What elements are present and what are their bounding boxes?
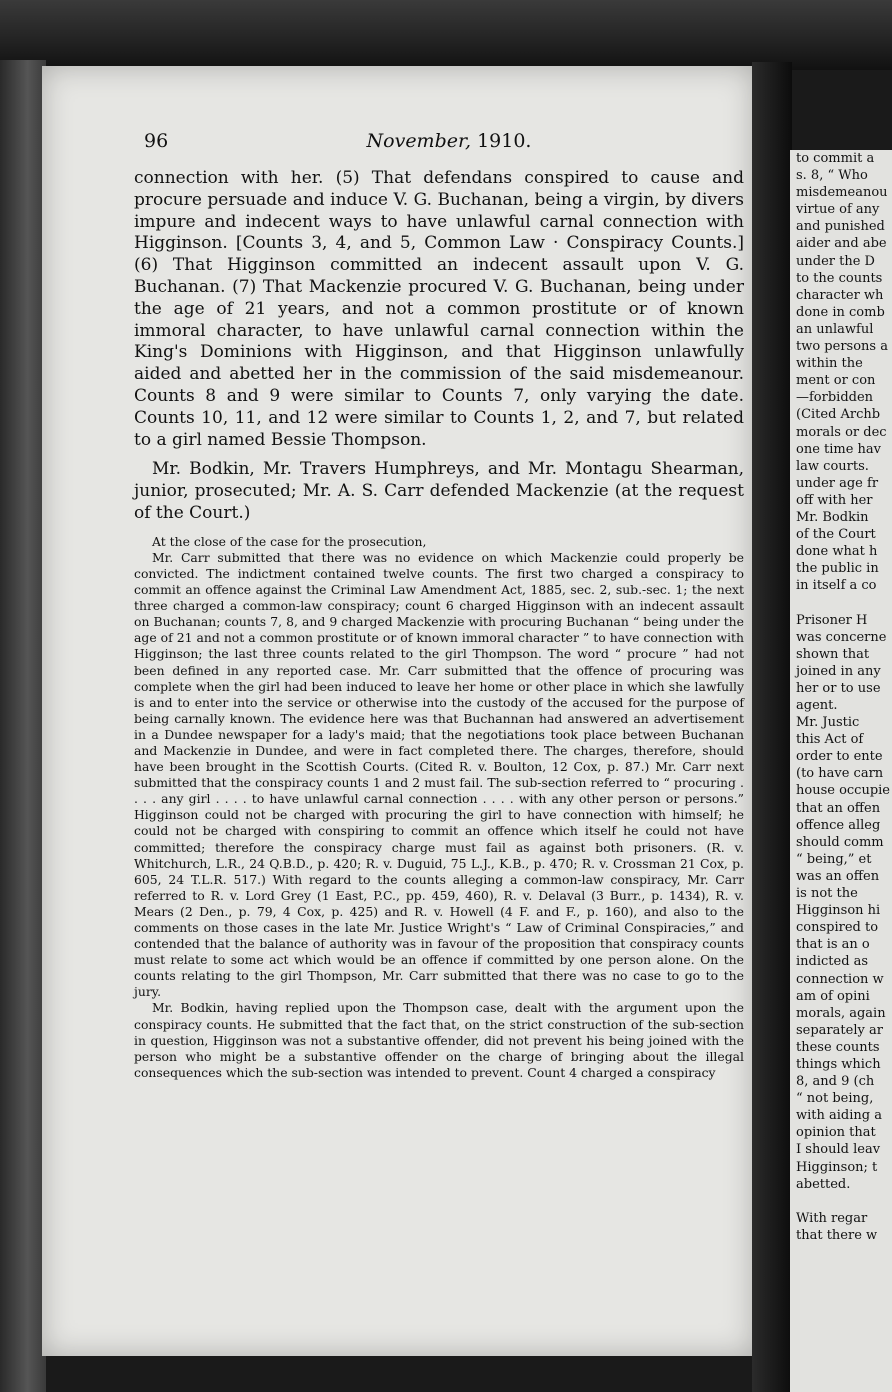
next-page-line: her or to use: [796, 680, 881, 696]
next-page-line: that is an o: [796, 937, 870, 953]
next-page-line: connection w: [796, 971, 884, 987]
next-page-line: Prisoner H: [796, 612, 868, 628]
next-page-fragments: [790, 150, 892, 1244]
next-page-line: these counts: [796, 1039, 880, 1055]
running-title-year: 1910.: [477, 130, 532, 152]
next-page-line: abetted.: [796, 1176, 851, 1192]
next-page-line: house occupie: [796, 783, 891, 799]
next-page-line: conspired to: [796, 920, 879, 936]
next-page-line: morals, again: [796, 1005, 886, 1021]
next-page-line: —forbidden: [796, 390, 874, 406]
next-page-line: Higginson; t: [796, 1159, 878, 1175]
next-page-line: Higginson hi: [796, 903, 881, 919]
next-page-line: opinion that: [796, 1125, 876, 1141]
next-page-line: one time hav: [796, 441, 882, 457]
paragraph-bodkin-reply: Mr. Bodkin, having replied upon the Thompson case, dealt with the argument upon the conspiracy counts. He submitted that the fact that, on the strict construction of the sub-section in question, Higginson was not a substantive offender, did not prevent his being joined with the person who might be a substantive offender on the charge of bringing about the illegal consequences which the sub-section was intended to prevent. Count 4 charged a conspiracy: [134, 1000, 744, 1080]
next-page-line: shown that: [796, 646, 870, 662]
next-page-line: two persons a: [796, 339, 888, 355]
next-page-line: misdemeanou: [796, 185, 888, 201]
next-page-line: morals or dec: [796, 424, 887, 440]
page-header: [144, 130, 754, 160]
next-page-line: was an offen: [796, 868, 880, 884]
next-page-line: “ being,” et: [796, 851, 872, 867]
next-page-line: order to ente: [796, 749, 883, 765]
next-page-line: to commit a: [796, 151, 875, 166]
next-page-line: (Cited Archb: [796, 407, 881, 423]
next-page-line: and punished: [796, 219, 885, 235]
next-page-line: to the counts: [796, 270, 883, 286]
next-page-line: separately ar: [796, 1022, 883, 1038]
next-page-line: was concerne: [796, 629, 887, 645]
next-page-line: [790, 1193, 892, 1210]
next-page-line: law courts.: [796, 458, 869, 474]
next-page-line: with aiding a: [796, 1108, 882, 1124]
next-page-line: indicted as: [796, 954, 869, 970]
next-page-line: Mr. Justic: [796, 715, 860, 731]
next-page-line: an unlawful: [796, 321, 874, 337]
next-page-line: s. 8, “ Who: [796, 168, 868, 184]
next-page-line: the public in: [796, 561, 879, 577]
next-page-line: is not the: [796, 886, 858, 902]
next-page-edge: [790, 150, 892, 1392]
next-page-line: things which: [796, 1056, 881, 1072]
next-page-line: [790, 594, 892, 611]
next-page-line: offence alleg: [796, 817, 881, 833]
scan-background: [0, 0, 892, 70]
next-page-line: virtue of any: [796, 202, 880, 218]
next-page-line: that an offen: [796, 800, 881, 816]
paragraph-close-of-case: At the close of the case for the prosecution,: [152, 533, 427, 549]
paragraph-counsel: Mr. Bodkin, Mr. Travers Humphreys, and Mr. Montagu Shearman, junior, prosecuted; Mr. A. S. Carr defended Mackenzie (at the request of the Court.): [134, 459, 744, 523]
next-page-line: character wh: [796, 287, 884, 303]
next-page-line: agent.: [796, 698, 838, 713]
next-page-line: aider and abe: [796, 236, 887, 252]
next-page-line: off with her: [796, 492, 873, 508]
next-page-line: should comm: [796, 834, 884, 850]
next-page-line: ment or con: [796, 373, 876, 389]
next-page-line: under the D: [796, 253, 875, 269]
next-page-line: With regar: [796, 1210, 868, 1226]
left-page: [42, 66, 754, 1356]
running-title-month: November,: [366, 130, 472, 152]
next-page-line: am of opini: [796, 988, 870, 1004]
book-spine: [0, 60, 46, 1392]
next-page-line: this Act of: [796, 732, 864, 748]
next-page-line: within the: [796, 356, 863, 372]
page-gutter: [752, 62, 792, 1392]
next-page-line: in itself a co: [796, 578, 877, 594]
next-page-line: joined in any: [796, 663, 881, 679]
page-number: 96: [144, 130, 169, 152]
next-page-line: that there w: [796, 1227, 878, 1243]
next-page-line: “ not being,: [796, 1091, 874, 1107]
next-page-line: done what h: [796, 544, 878, 560]
running-title: [144, 130, 754, 152]
paragraph-counts: connection with her. (5) That defendans conspired to cause and procure persuade and induce V. G. Buchanan, being a virgin, by divers impure and indecent ways to have unlawful carnal connection with Higginson. [Counts 3, 4, and 5, Common Law · Conspiracy Counts.] (6) That Higginson committed an indecent assault upon V. G. Buchanan. (7) That Mackenzie procured V. G. Buchanan, being under the age of 21 years, and not a common prostitute or of known immoral character, to have unlawful carnal connection within the King's Dominions with Higginson, and that Higginson unlawfully aided and abetted her in the commission of the said misdemeanour. Counts 8 and 9 were similar to Counts 7, only varying the date. Counts 10, 11, and 12 were similar to Counts 1, 2, and 7, but related to a girl named Bessie Thompson.: [134, 168, 744, 450]
page-body: [134, 168, 744, 1081]
paragraph-carr-submission: Mr. Carr submitted that there was no evidence on which Mackenzie could properly be convicted. The indictment contained twelve counts. The first two charged a conspiracy to commit an offence against the Criminal Law Amendment Act, 1885, sec. 2, sub.-sec. 1; the next three charged a common-law conspiracy; count 6 charged Higginson with an indecent assault on Buchanan; counts 7, 8, and 9 charged Mackenzie with procuring Buchanan “ being under the age of 21 and not a common prostitute or of known immoral character ” to have connection with Higginson; the last three counts related to the girl Thompson. The word “ procure ” had not been defined in any reported case. Mr. Carr submitted that the offence of procuring was complete when the girl had been induced to leave her home or other place in which she lawfully is and to enter into the service or otherwise into the custody of the accused for the purpose of being carnally known. The evidence here was that Buchannan had answered an advertisement in a Dundee newspaper for a lady's maid; that the negotiations took place between Buchanan and Mackenzie in Dundee, and were in fact completed there. The charges, therefore, should have been brought in the Scottish Courts. (Cited R. v. Boulton, 12 Cox, p. 87.) Mr. Carr next submitted that the conspiracy counts 1 and 2 must fail. The sub-section referred to “ procuring . . . . any girl . . . . to have unlawful carnal connection . . . . with any other person or persons.” Higginson could not be charged with procuring the girl to have connection with himself; he could not be charged with conspiring to commit an offence which itself he could not have committed; therefore the conspiracy charge must fail as against both prisoners. (R. v. Whitchurch, L.R., 24 Q.B.D., p. 420; R. v. Duguid, 75 L.J., K.B., p. 470; R. v. Crossman 21 Cox, p. 605, 24 T.L.R. 517.) With regard to the counts alleging a common-law conspiracy, Mr. Carr referred to R. v. Lord Grey (1 East, P.C., pp. 459, 460), R. v. Delaval (3 Burr., p. 1434), R. v. Mears (2 Den., p. 79, 4 Cox, p. 425) and R. v. Howell (4 F. and F., p. 160), and also to the comments on those cases in the late Mr. Justice Wright's “ Law of Criminal Conspiracies,” and contended that the balance of authority was in favour of the proposition that conspiracy counts must relate to some act which would be an offence if committed by one person alone. On the counts relating to the girl Thompson, Mr. Carr submitted that there was no case to go to the jury.: [134, 549, 744, 1000]
next-page-line: done in comb: [796, 304, 885, 320]
next-page-line: 8, and 9 (ch: [796, 1074, 875, 1090]
next-page-line: (to have carn: [796, 766, 884, 782]
next-page-line: under age fr: [796, 475, 879, 491]
next-page-line: of the Court: [796, 527, 876, 543]
next-page-line: Mr. Bodkin: [796, 509, 869, 525]
next-page-line: I should leav: [796, 1142, 881, 1158]
